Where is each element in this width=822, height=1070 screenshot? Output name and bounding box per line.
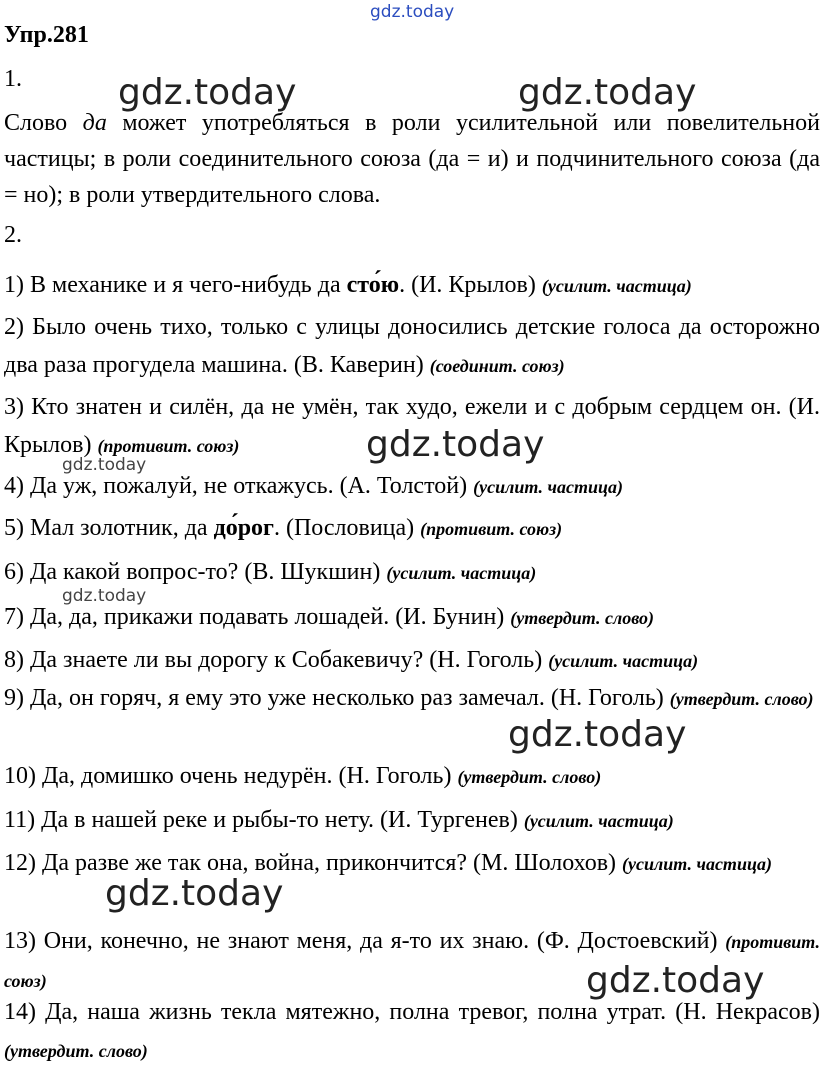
example-item (4, 308, 820, 385)
item-note: (утвердит. слово) (4, 1041, 148, 1061)
word-da: да (82, 110, 107, 136)
watermark-logo: gdz.today (62, 455, 147, 475)
item-text: . (И. Крылов) (399, 272, 542, 298)
item-text: 3) Кто знатен и силён, да не умён, так худо, ежели и с добрым сердцем он. (И. Крылов) (4, 394, 820, 458)
example-item (4, 844, 820, 883)
item-note: (противит. союз) (97, 436, 240, 456)
item-note: (усилит. частица) (541, 276, 692, 296)
watermark-logo: gdz.today (366, 424, 545, 465)
item-note: (соединит. союз) (429, 356, 565, 376)
item-text: 14) Да, наша жизнь текла мятежно, полна тревог, полна утрат. (Н. Некрасов) (4, 999, 820, 1025)
stressed-word: сто́ю (346, 272, 400, 298)
item-text: 4) Да уж, пожалуй, не откажусь. (А. Толстой) (4, 473, 474, 499)
watermark-logo: gdz.today (105, 873, 284, 914)
example-item (4, 922, 820, 1000)
watermark-logo: gdz.today (370, 2, 455, 22)
item-note: (утвердит. слово) (669, 689, 814, 709)
text-after: может употребляться в роли усилительной или повелительной частицы; в роли соединительного союза (да = и) и подчинительного союза (да = но); в роли утвердительного слова. (4, 110, 820, 208)
item-note: (утвердит. слово) (457, 767, 602, 787)
example-item (4, 598, 820, 637)
stressed-word: до́рог (213, 515, 274, 541)
example-item (4, 641, 820, 680)
item-note: (усилит. частица) (473, 477, 623, 497)
example-item (4, 801, 820, 840)
item-note: (утвердит. слово) (510, 608, 655, 628)
watermark-logo: gdz.today (118, 72, 297, 113)
watermark-logo: gdz.today (62, 586, 147, 606)
example-item (4, 266, 820, 305)
example-item (4, 509, 820, 548)
item-note: (противит. союз) (4, 932, 820, 991)
item-text: 10) Да, домишко очень недурён. (Н. Гоголь) (4, 763, 458, 789)
item-note: (противит. союз) (420, 519, 563, 539)
section-1-text (4, 105, 820, 213)
section-1-label: 1. (4, 66, 22, 92)
item-text: 9) Да, он горяч, я ему это уже несколько раз замечал. (Н. Гоголь) (4, 685, 670, 711)
watermark-logo: gdz.today (508, 714, 687, 755)
section-2-label: 2. (4, 222, 22, 248)
item-note: (усилит. частица) (523, 811, 674, 831)
item-text: 11) Да в нашей реке и рыбы-то нету. (И. Тургенев) (4, 807, 524, 833)
item-text: 13) Они, конечно, не знают меня, да я-то их знаю. (Ф. Достоевский) (4, 928, 726, 954)
item-text: 6) Да какой вопрос-то? (В. Шукшин) (4, 559, 387, 585)
item-note: (усилит. частица) (386, 563, 537, 583)
item-text: 7) Да, да, прикажи подавать лошадей. (И. Бунин) (4, 604, 511, 630)
item-text: 12) Да разве же так она, война, прикончится? (М. Шолохов) (4, 850, 623, 876)
text-before: Слово (4, 110, 83, 136)
example-item (4, 679, 820, 718)
item-text: . (Пословица) (273, 515, 421, 541)
item-note: (усилит. частица) (622, 854, 772, 874)
watermark-logo: gdz.today (518, 72, 697, 113)
example-item (4, 388, 820, 465)
item-text: 5) Мал золотник, да (4, 515, 214, 541)
item-note: (усилит. частица) (548, 651, 699, 671)
item-text: 8) Да знаете ли вы дорогу к Собакевичу? (Н. Гоголь) (4, 647, 549, 673)
example-item (4, 467, 820, 506)
example-item (4, 553, 820, 592)
example-item (4, 757, 820, 796)
item-text: 2) Было очень тихо, только с улицы доносились детские голоса да осторожно два раза прогудела машина. (В. Каверин) (4, 314, 820, 378)
watermark-logo: gdz.today (586, 960, 765, 1001)
exercise-title: Упр.281 (4, 22, 89, 48)
example-item (4, 993, 820, 1070)
item-text: 1) В механике и я чего-нибудь да (4, 272, 347, 298)
